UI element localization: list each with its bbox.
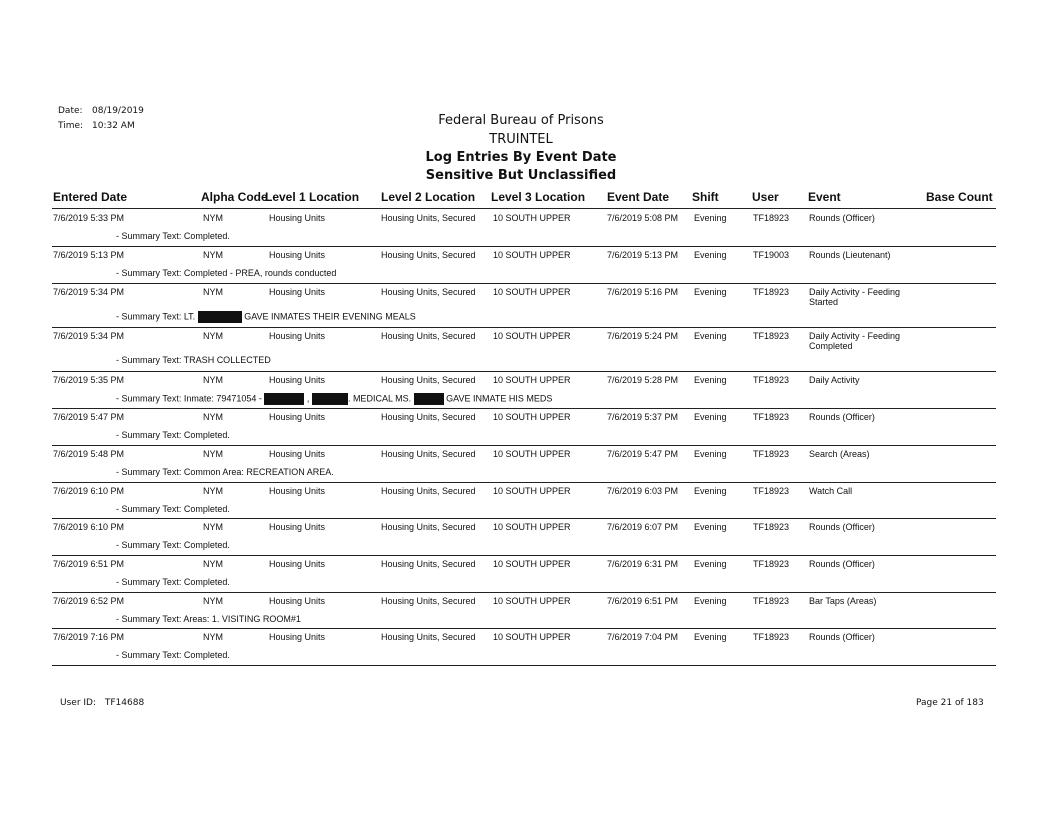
cell-entered-date: 7/6/2019 5:34 PM: [53, 287, 125, 297]
cell-level2: Housing Units, Secured: [381, 522, 476, 532]
col-shift: Shift: [692, 190, 719, 204]
cell-user: TF18923: [753, 331, 790, 341]
summary-text: - Summary Text: Completed - PREA, rounds conducted: [116, 268, 337, 278]
report-time: [58, 121, 135, 131]
cell-user: TF18923: [753, 449, 790, 459]
cell-event-date: 7/6/2019 6:51 PM: [607, 596, 679, 606]
cell-level1: Housing Units: [269, 486, 326, 496]
cell-event: Rounds (Officer): [809, 412, 875, 422]
col-event: Event: [808, 190, 841, 204]
cell-event: Bar Taps (Areas): [809, 596, 877, 606]
summary-text: - Summary Text: Inmate: 79471054 - , . MEDICAL MS. GAVE INMATE HIS MEDS: [116, 393, 553, 404]
cell-event-date: 7/6/2019 6:03 PM: [607, 486, 679, 496]
cell-level2: Housing Units, Secured: [381, 486, 476, 496]
cell-alpha-code: NYM: [203, 375, 223, 385]
cell-entered-date: 7/6/2019 6:10 PM: [53, 486, 125, 496]
header-rule: [52, 208, 996, 209]
row-divider: [52, 327, 996, 328]
cell-level1: Housing Units: [269, 412, 326, 422]
redaction-block: [198, 311, 242, 323]
cell-level2: Housing Units, Secured: [381, 375, 476, 385]
col-level1: Level 1 Location: [265, 190, 360, 204]
cell-shift: Evening: [694, 287, 727, 297]
cell-level3: 10 SOUTH UPPER: [493, 596, 571, 606]
row-divider: [52, 408, 996, 409]
cell-level1: Housing Units: [269, 449, 326, 459]
cell-entered-date: 7/6/2019 5:48 PM: [53, 449, 125, 459]
cell-level1: Housing Units: [269, 522, 326, 532]
col-base-count: Base Count: [926, 190, 993, 204]
cell-shift: Evening: [694, 213, 727, 223]
summary-text: - Summary Text: TRASH COLLECTED: [116, 355, 271, 365]
cell-alpha-code: NYM: [203, 250, 223, 260]
time-label: Time:: [58, 121, 84, 131]
cell-shift: Evening: [694, 486, 727, 496]
footer-user-value: TF14688: [104, 698, 145, 708]
cell-alpha-code: NYM: [203, 449, 223, 459]
cell-shift: Evening: [694, 375, 727, 385]
cell-level3: 10 SOUTH UPPER: [493, 632, 571, 642]
summary-part: - Summary Text: LT.: [116, 311, 196, 322]
summary-text: [116, 311, 416, 323]
cell-event: Rounds (Lieutenant): [809, 250, 891, 260]
cell-user: TF18923: [753, 596, 790, 606]
cell-entered-date: 7/6/2019 5:35 PM: [53, 375, 125, 385]
cell-user: TF18923: [753, 632, 790, 642]
footer-page: Page 21 of 183: [916, 698, 984, 708]
row-divider: [52, 371, 996, 372]
row-divider: [52, 555, 996, 556]
cell-event: Rounds (Officer): [809, 632, 875, 642]
cell-level1: Housing Units: [269, 331, 326, 341]
report-title: Log Entries By Event Date: [425, 150, 617, 165]
summary-text: - Summary Text: Completed.: [116, 540, 230, 550]
cell-level1: Housing Units: [269, 559, 326, 569]
cell-level2: Housing Units, Secured: [381, 412, 476, 422]
cell-entered-date: 7/6/2019 6:52 PM: [53, 596, 125, 606]
cell-event: Rounds (Officer): [809, 522, 875, 532]
cell-level3: 10 SOUTH UPPER: [493, 412, 571, 422]
row-divider: [52, 628, 996, 629]
cell-alpha-code: NYM: [203, 522, 223, 532]
cell-level1: Housing Units: [269, 632, 326, 642]
date-value: 08/19/2019: [92, 106, 144, 116]
cell-event-date: 7/6/2019 5:16 PM: [607, 287, 679, 297]
summary-text: - Summary Text: Common Area: RECREATION AREA.: [116, 467, 334, 477]
cell-entered-date: 7/6/2019 5:47 PM: [53, 412, 125, 422]
cell-event: Watch Call: [809, 486, 853, 496]
cell-entered-date: 7/6/2019 5:33 PM: [53, 213, 125, 223]
cell-alpha-code: NYM: [203, 596, 223, 606]
cell-entered-date: 7/6/2019 5:34 PM: [53, 331, 125, 341]
row-divider: [52, 665, 996, 666]
cell-level1: Housing Units: [269, 287, 326, 297]
cell-entered-date: 7/6/2019 7:16 PM: [53, 632, 125, 642]
cell-alpha-code: NYM: [203, 632, 223, 642]
cell-event: Daily Activity - Feeding Started: [809, 287, 901, 307]
cell-level1: Housing Units: [269, 375, 326, 385]
cell-user: TF19003: [753, 250, 790, 260]
cell-level3: 10 SOUTH UPPER: [493, 522, 571, 532]
cell-event: Rounds (Officer): [809, 559, 875, 569]
report-date: [58, 106, 144, 116]
cell-shift: Evening: [694, 559, 727, 569]
cell-event: Search (Areas): [809, 449, 870, 459]
cell-event-date: 7/6/2019 5:28 PM: [607, 375, 679, 385]
summary-text: - Summary Text: Completed.: [116, 650, 230, 660]
summary-part: GAVE INMATES THEIR EVENING MEALS: [244, 311, 416, 322]
cell-shift: Evening: [694, 632, 727, 642]
cell-level2: Housing Units, Secured: [381, 559, 476, 569]
cell-level3: 10 SOUTH UPPER: [493, 486, 571, 496]
col-user: User: [752, 190, 779, 204]
date-label: Date:: [58, 106, 83, 116]
cell-alpha-code: NYM: [203, 559, 223, 569]
col-event-date: Event Date: [607, 190, 670, 204]
agency-title: Federal Bureau of Prisons: [438, 113, 604, 128]
cell-event-date: 7/6/2019 5:08 PM: [607, 213, 679, 223]
cell-user: TF18923: [753, 522, 790, 532]
summary-text: - Summary Text: Completed.: [116, 504, 230, 514]
cell-event: Daily Activity - Feeding Completed: [809, 331, 901, 351]
col-level2: Level 2 Location: [381, 190, 476, 204]
cell-user: TF18923: [753, 559, 790, 569]
cell-entered-date: 7/6/2019 5:13 PM: [53, 250, 125, 260]
cell-user: TF18923: [753, 213, 790, 223]
cell-event-date: 7/6/2019 5:24 PM: [607, 331, 679, 341]
cell-shift: Evening: [694, 522, 727, 532]
cell-entered-date: 7/6/2019 6:10 PM: [53, 522, 125, 532]
cell-event-date: 7/6/2019 6:31 PM: [607, 559, 679, 569]
cell-level2: Housing Units, Secured: [381, 250, 476, 260]
summary-part: GAVE INMATE HIS MEDS: [446, 393, 553, 404]
summary-part: - Summary Text: Inmate: 79471054 -: [116, 393, 262, 404]
cell-level3: 10 SOUTH UPPER: [493, 559, 571, 569]
row-divider: [52, 283, 996, 284]
cell-level2: Housing Units, Secured: [381, 596, 476, 606]
cell-user: TF18923: [753, 486, 790, 496]
row-divider: [52, 246, 996, 247]
summary-text: - Summary Text: Areas: 1. VISITING ROOM#1: [116, 614, 301, 624]
row-divider: [52, 445, 996, 446]
cell-entered-date: 7/6/2019 6:51 PM: [53, 559, 125, 569]
cell-event-date: 7/6/2019 6:07 PM: [607, 522, 679, 532]
cell-shift: Evening: [694, 449, 727, 459]
cell-level3: 10 SOUTH UPPER: [493, 287, 571, 297]
col-level3: Level 3 Location: [491, 190, 586, 204]
cell-event: Rounds (Officer): [809, 213, 875, 223]
row-divider: [52, 518, 996, 519]
footer-user-label: User ID:: [60, 698, 96, 708]
cell-level2: Housing Units, Secured: [381, 213, 476, 223]
cell-alpha-code: NYM: [203, 331, 223, 341]
summary-text: - Summary Text: Completed.: [116, 430, 230, 440]
cell-level3: 10 SOUTH UPPER: [493, 375, 571, 385]
cell-level1: Housing Units: [269, 213, 326, 223]
summary-text: - Summary Text: Completed.: [116, 231, 230, 241]
cell-level3: 10 SOUTH UPPER: [493, 449, 571, 459]
cell-shift: Evening: [694, 412, 727, 422]
cell-alpha-code: NYM: [203, 486, 223, 496]
cell-level2: Housing Units, Secured: [381, 287, 476, 297]
cell-alpha-code: NYM: [203, 287, 223, 297]
cell-event: Daily Activity: [809, 375, 860, 385]
cell-level3: 10 SOUTH UPPER: [493, 331, 571, 341]
cell-level2: Housing Units, Secured: [381, 449, 476, 459]
cell-user: TF18923: [753, 287, 790, 297]
cell-event-date: 7/6/2019 7:04 PM: [607, 632, 679, 642]
row-divider: [52, 482, 996, 483]
cell-alpha-code: NYM: [203, 412, 223, 422]
col-alpha-code: Alpha Code: [201, 190, 268, 204]
redaction-block: [414, 393, 444, 405]
cell-level2: Housing Units, Secured: [381, 331, 476, 341]
cell-user: TF18923: [753, 375, 790, 385]
time-value: 10:32 AM: [92, 121, 135, 131]
cell-level2: Housing Units, Secured: [381, 632, 476, 642]
cell-event-date: 7/6/2019 5:37 PM: [607, 412, 679, 422]
cell-shift: Evening: [694, 596, 727, 606]
cell-level3: 10 SOUTH UPPER: [493, 250, 571, 260]
redaction-block: [312, 393, 348, 405]
cell-event-date: 7/6/2019 5:47 PM: [607, 449, 679, 459]
cell-level1: Housing Units: [269, 250, 326, 260]
summary-text: - Summary Text: Completed.: [116, 577, 230, 587]
summary-part: . MEDICAL MS.: [347, 393, 412, 404]
redaction-block: [264, 393, 304, 405]
classification-title: Sensitive But Unclassified: [425, 168, 617, 183]
system-title: TRUINTEL: [489, 132, 553, 147]
footer-user: [60, 698, 144, 708]
row-divider: [52, 592, 996, 593]
cell-level3: 10 SOUTH UPPER: [493, 213, 571, 223]
cell-level1: Housing Units: [269, 596, 326, 606]
cell-event-date: 7/6/2019 5:13 PM: [607, 250, 679, 260]
cell-shift: Evening: [694, 331, 727, 341]
cell-user: TF18923: [753, 412, 790, 422]
cell-alpha-code: NYM: [203, 213, 223, 223]
cell-shift: Evening: [694, 250, 727, 260]
col-entered-date: Entered Date: [53, 190, 128, 204]
